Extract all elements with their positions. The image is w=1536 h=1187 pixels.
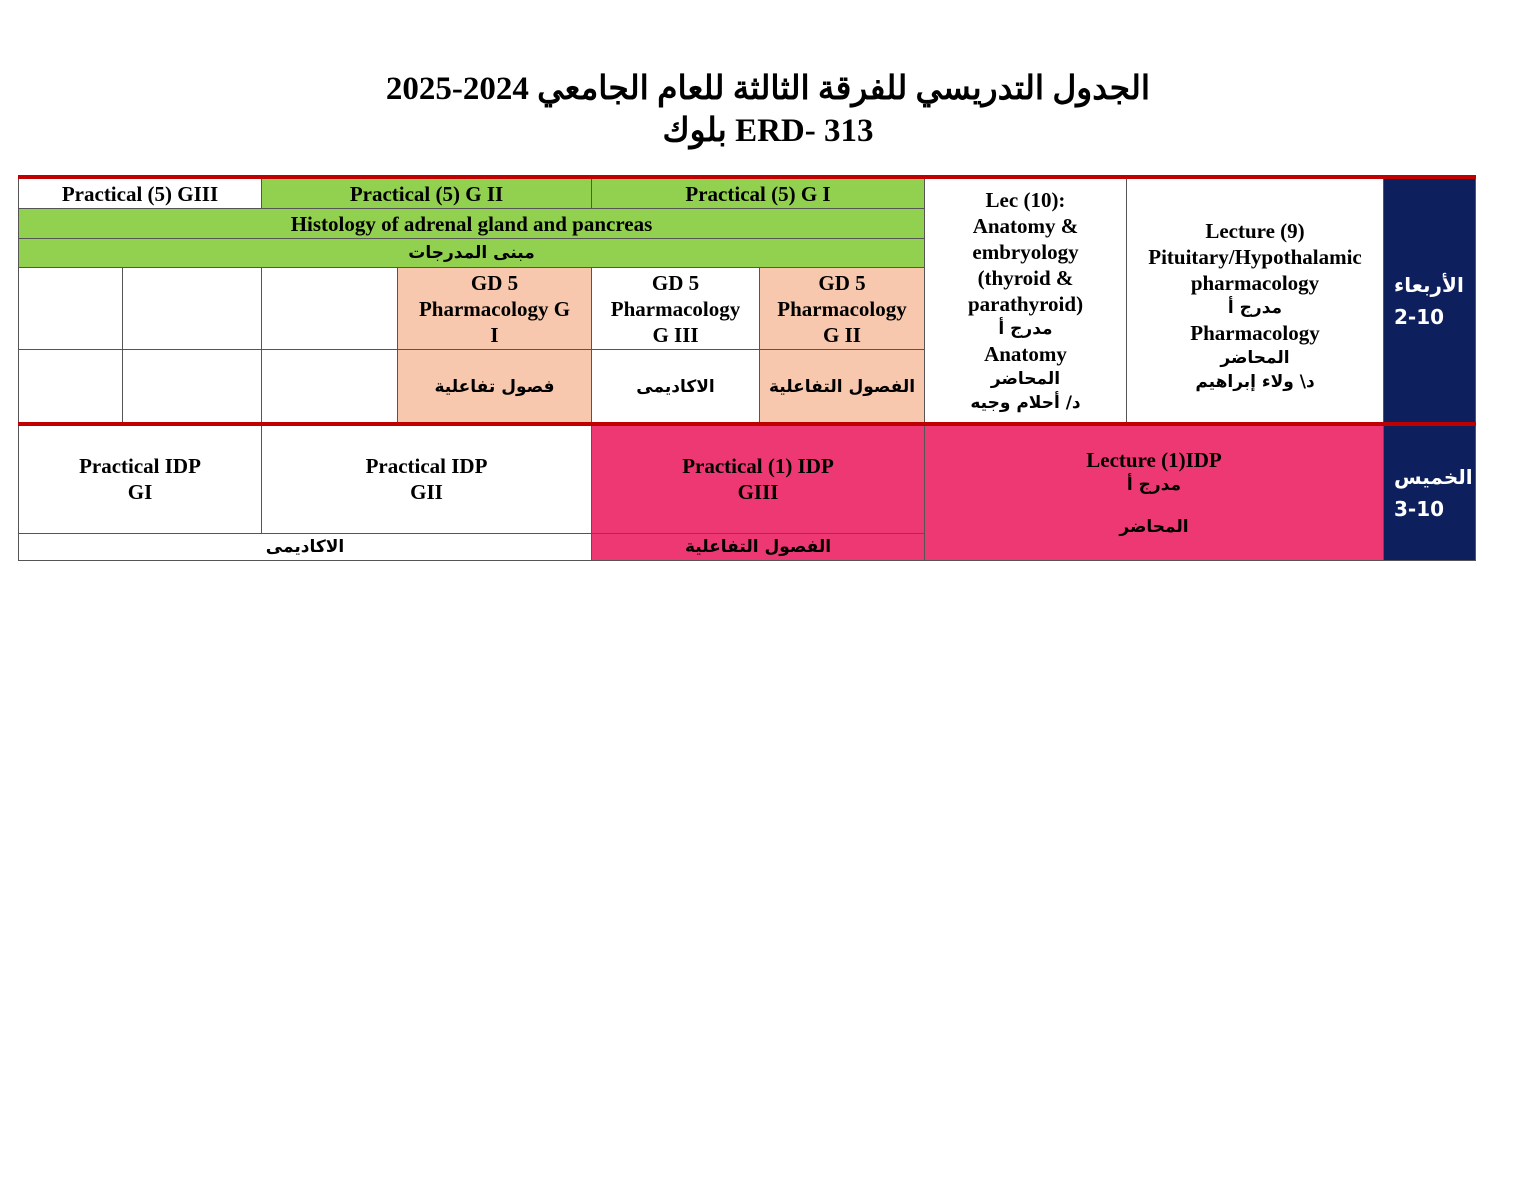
lecture-department: Anatomy <box>984 342 1067 366</box>
day-date: 2-10 <box>1394 305 1445 329</box>
gd-label: GD 5 <box>818 270 866 295</box>
gd-group: G III <box>652 322 699 347</box>
lecture-title: Lec (10): <box>985 188 1066 212</box>
gd-g1-cell <box>397 267 592 350</box>
gd-g3-place: الاكاديمى <box>591 349 760 424</box>
lecturer-label: المحاضر <box>1220 348 1290 368</box>
lecture-hall: مدرج أ <box>1227 298 1283 318</box>
practical-group: GIII <box>737 480 779 504</box>
practical-idp-g3-place: الفصول التفاعلية <box>591 533 925 561</box>
histology-topic-cell: Histology of adrenal gland and pancreas <box>18 208 925 239</box>
lecturer-label: المحاضر <box>990 369 1061 389</box>
histology-place-cell: مبنى المدرجات <box>18 238 925 268</box>
gd-label: GD 5 <box>651 270 700 295</box>
practical-g2-cell: Practical (5) G II <box>261 178 592 209</box>
practical-idp-g1-cell <box>18 424 262 534</box>
practical-g3-cell: Practical (5) GIII <box>18 178 262 209</box>
day-date: 3-10 <box>1394 496 1445 521</box>
practical-title: Practical IDP <box>79 454 201 478</box>
lecturer-name: د/ أحلام وجيه <box>970 393 1081 413</box>
empty-cell <box>122 349 262 424</box>
gd-subject: Pharmacology <box>610 296 741 321</box>
practical-group: GI <box>127 480 153 504</box>
practical-idp-g3-cell <box>591 424 925 534</box>
practical-title: Practical (1) IDP <box>682 454 834 478</box>
lecture-title: Lecture (9) <box>1205 219 1305 243</box>
gd-group: G II <box>823 322 861 347</box>
lecture-topic: parathyroid) <box>967 292 1084 316</box>
table-top-border <box>18 175 1476 179</box>
gd-group: I <box>490 322 499 347</box>
gd-label: GD 5 <box>470 270 519 295</box>
row-divider <box>18 422 1476 426</box>
empty-cell <box>261 349 398 424</box>
empty-cell <box>18 267 123 350</box>
lecture-topic: Pituitary/Hypothalamic <box>1148 245 1362 269</box>
lecturer-label: المحاضر <box>1119 516 1189 537</box>
lecture-9-cell <box>1126 178 1384 424</box>
lecture-topic: embryology <box>972 240 1079 264</box>
gd-g2-cell <box>759 267 925 350</box>
gd-subject: Pharmacology <box>777 296 907 321</box>
lecture-topic: pharmacology <box>1190 271 1320 295</box>
lecture-topic: Anatomy & <box>972 214 1079 238</box>
day-name: الخميس <box>1394 464 1473 489</box>
gd-subject: Pharmacology G <box>418 296 571 321</box>
lecture-title: Lecture (1)IDP <box>1086 447 1222 472</box>
empty-cell <box>122 267 262 350</box>
lecture-hall: مدرج أ <box>1126 474 1182 495</box>
gd-g1-place: فصول تفاعلية <box>397 349 592 424</box>
lecture-topic: (thyroid & <box>977 266 1074 290</box>
practical-idp-g2-cell <box>261 424 592 534</box>
block-code: ERD- 313 بلوك <box>662 113 874 149</box>
lecture-hall: مدرج أ <box>998 319 1053 339</box>
practical-g1-cell: Practical (5) G I <box>591 178 925 209</box>
lecturer-name: د\ ولاء إبراهيم <box>1195 372 1315 392</box>
empty-cell <box>18 349 123 424</box>
gd-g2-place: الفصول التفاعلية <box>759 349 925 424</box>
day-cell-wednesday <box>1383 178 1476 424</box>
lecture-department: Pharmacology <box>1190 321 1320 345</box>
lecture-10-cell <box>924 178 1127 424</box>
day-cell-thursday <box>1383 424 1476 561</box>
practical-idp-g1-g2-place: الاكاديمى <box>18 533 592 561</box>
day-name: الأربعاء <box>1394 273 1464 297</box>
gd-g3-cell <box>591 267 760 350</box>
schedule-title: الجدول التدريسي للفرقة الثالثة للعام الجامعي 2024-2025 <box>385 71 1151 107</box>
practical-group: GII <box>410 480 443 504</box>
lecture-1-idp-cell <box>924 424 1384 561</box>
practical-title: Practical IDP <box>365 454 488 478</box>
empty-cell <box>261 267 398 350</box>
